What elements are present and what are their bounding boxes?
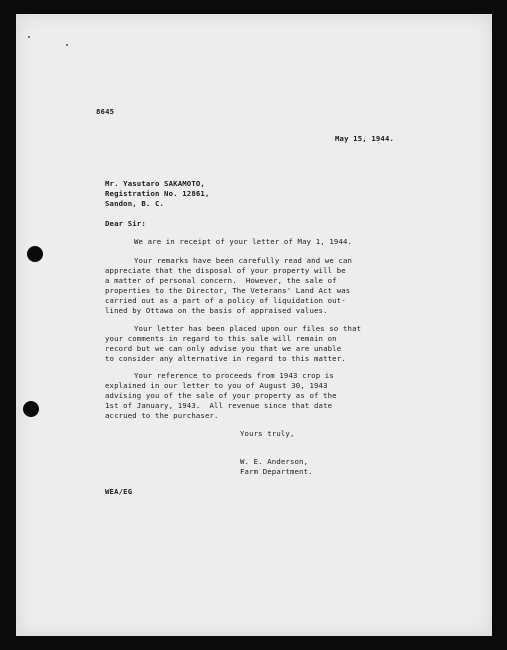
recipient-location: Sandon, B. C. bbox=[105, 199, 165, 208]
paragraph-2-line: lined by Ottawa on the basis of appraised values. bbox=[105, 306, 328, 315]
paragraph-4-line: Your reference to proceeds from 1943 crop is bbox=[134, 371, 334, 380]
signature-department: Farm Department. bbox=[240, 467, 313, 476]
paragraph-2-line: a matter of personal concern. However, the sale of bbox=[105, 276, 337, 285]
paper-speck bbox=[66, 44, 68, 46]
paragraph-3-line: record but we can only advise you that we are unable bbox=[105, 344, 342, 353]
paragraph-3-line: Your letter has been placed upon our files so that bbox=[134, 324, 362, 333]
typist-initials: WEA/EG bbox=[105, 487, 133, 496]
paper-speck bbox=[28, 36, 30, 38]
paragraph-4-line: accrued to the purchaser. bbox=[105, 411, 219, 420]
recipient-name: Mr. Yasutaro SAKAMOTO, bbox=[105, 179, 205, 188]
signature-name: W. E. Anderson, bbox=[240, 457, 309, 466]
paragraph-3-line: your comments in regard to this sale will remain on bbox=[105, 334, 337, 343]
paragraph-2-line: properties to the Director, The Veterans' Land Act was bbox=[105, 286, 351, 295]
paragraph-4-line: advising you of the sale of your property as of the bbox=[105, 391, 337, 400]
paragraph-4-line: 1st of January, 1943. All revenue since that date bbox=[105, 401, 333, 410]
punch-hole-upper bbox=[27, 246, 43, 262]
paragraph-2-line: carried out as a part of a policy of liquidation out- bbox=[105, 296, 346, 305]
closing: Yours truly, bbox=[240, 429, 295, 438]
paragraph-1-line: We are in receipt of your letter of May 1, 1944. bbox=[134, 237, 353, 246]
paragraph-4-line: explained in our letter to you of August 30, 1943 bbox=[105, 381, 328, 390]
recipient-registration: Registration No. 12861, bbox=[105, 189, 210, 198]
letter-date: May 15, 1944. bbox=[335, 134, 395, 143]
paragraph-3-line: to consider any alternative in regard to this matter. bbox=[105, 354, 346, 363]
paragraph-2-line: Your remarks have been carefully read and we can bbox=[134, 256, 353, 265]
file-number: 8645 bbox=[96, 107, 115, 116]
paragraph-2-line: appreciate that the disposal of your property will be bbox=[105, 266, 346, 275]
salutation: Dear Sir: bbox=[105, 219, 146, 228]
punch-hole-lower bbox=[23, 401, 39, 417]
